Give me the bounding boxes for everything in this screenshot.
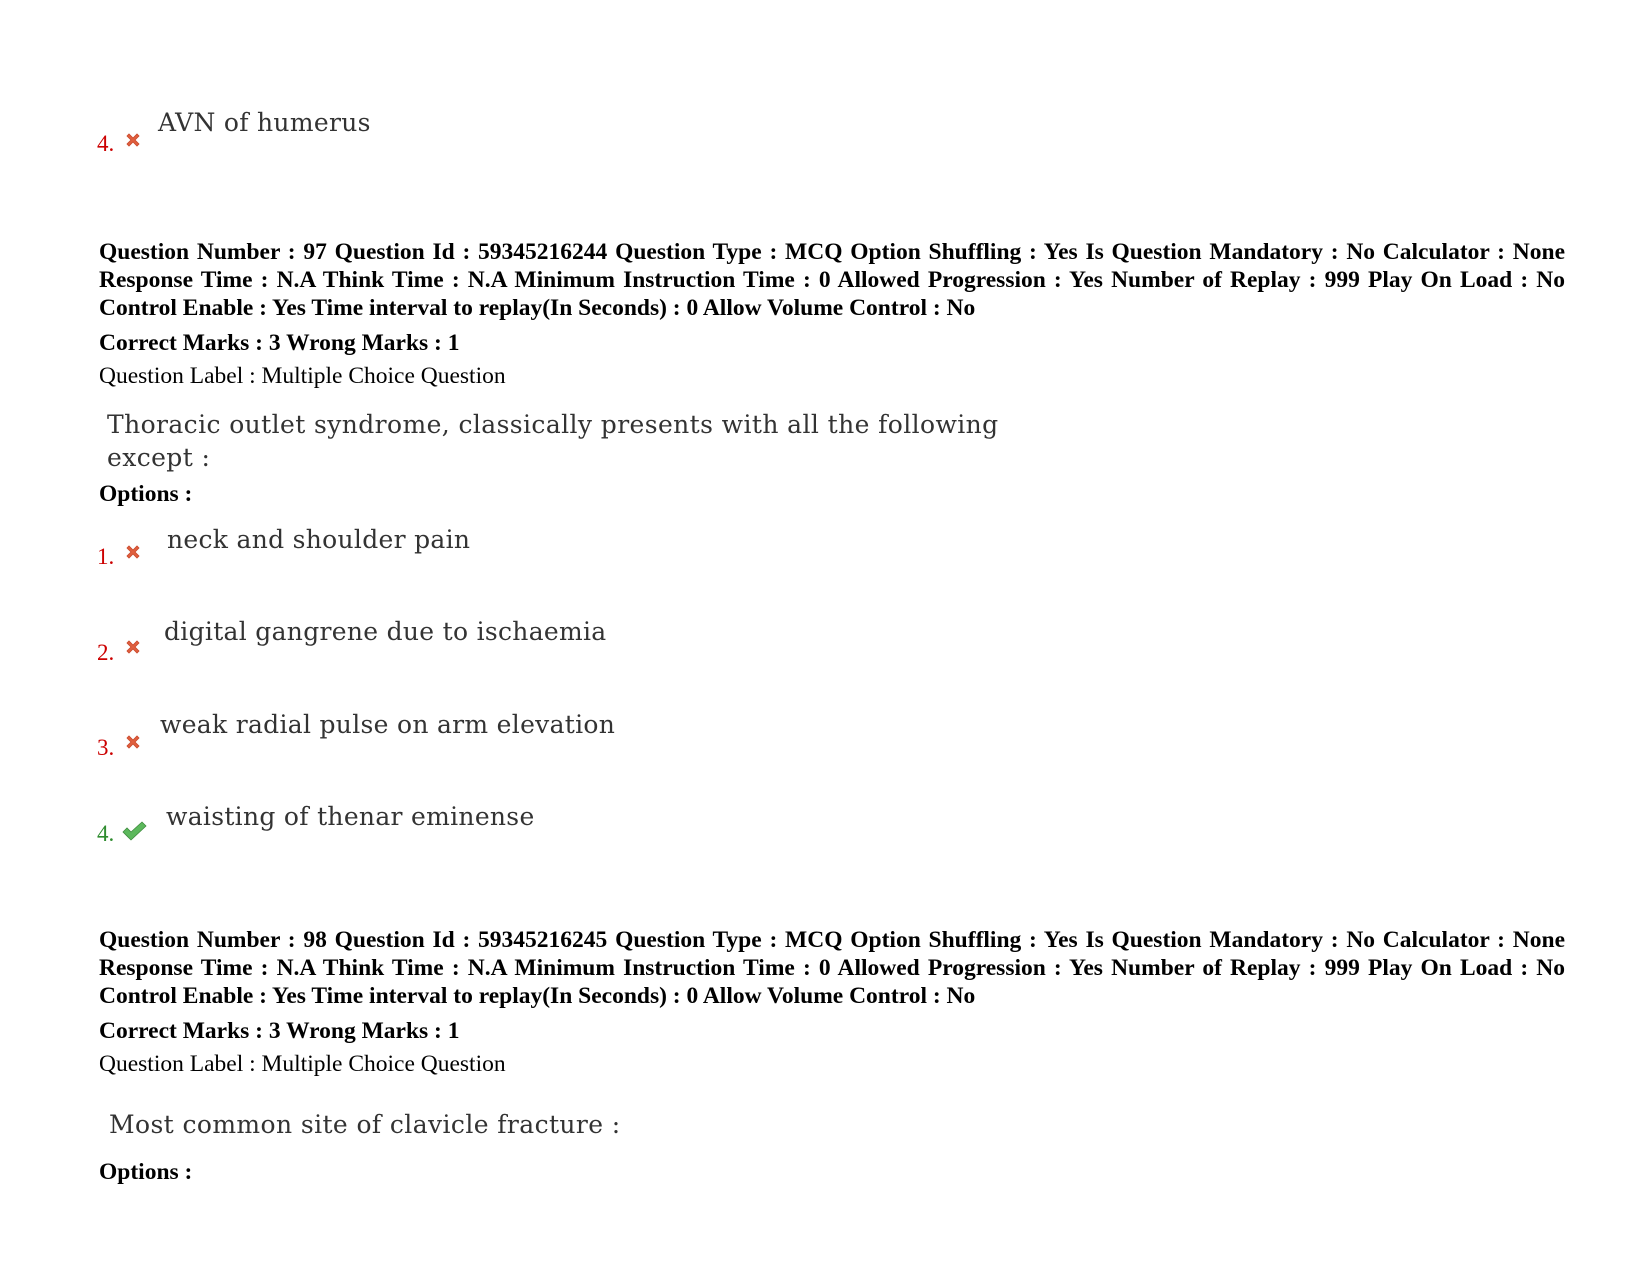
question-meta: Question Number : 98 Question Id : 59345216245 Question Type : MCQ Option Shuffling : Yes Is Question Mandatory : No Calculator : None Response Time : N.A Think Time : N.A Minimum Instruction Time : 0 Allowed Progression : Yes Number of Replay : 999 Play On Load : No Control Enable : Yes Time interval to replay(In Seconds) : 0 Allow Volume Control : No xyxy=(99,927,1565,1009)
check-icon xyxy=(121,820,147,842)
cross-icon xyxy=(124,733,142,751)
option-text: neck and shoulder pain xyxy=(167,525,471,554)
question-label: Question Label : Multiple Choice Question xyxy=(99,1051,506,1077)
cross-icon xyxy=(124,638,142,656)
question-text-line-1: Thoracic outlet syndrome, classically presents with all the following xyxy=(107,410,999,439)
option-number: 4. xyxy=(97,821,115,846)
option-number: 4. xyxy=(97,131,115,156)
options-heading: Options : xyxy=(99,481,193,507)
option-text: AVN of humerus xyxy=(158,108,371,137)
option-number: 2. xyxy=(97,640,115,665)
option-number: 3. xyxy=(97,735,115,760)
cross-icon xyxy=(124,543,142,561)
question-meta: Question Number : 97 Question Id : 59345216244 Question Type : MCQ Option Shuffling : Yes Is Question Mandatory : No Calculator : None Response Time : N.A Think Time : N.A Minimum Instruction Time : 0 Allowed Progression : Yes Number of Replay : 999 Play On Load : No Control Enable : Yes Time interval to replay(In Seconds) : 0 Allow Volume Control : No xyxy=(99,239,1565,321)
option-number: 1. xyxy=(97,544,115,569)
options-heading: Options : xyxy=(99,1159,193,1185)
question-marks: Correct Marks : 3 Wrong Marks : 1 xyxy=(99,330,460,356)
option-text: digital gangrene due to ischaemia xyxy=(164,617,607,646)
question-label: Question Label : Multiple Choice Question xyxy=(99,363,506,389)
question-marks: Correct Marks : 3 Wrong Marks : 1 xyxy=(99,1018,460,1044)
question-text-line-2: except : xyxy=(107,443,211,472)
option-text: waisting of thenar eminense xyxy=(166,802,535,831)
cross-icon xyxy=(124,131,142,149)
question-text-line-1: Most common site of clavicle fracture : xyxy=(109,1110,621,1139)
option-text: weak radial pulse on arm elevation xyxy=(160,710,616,739)
